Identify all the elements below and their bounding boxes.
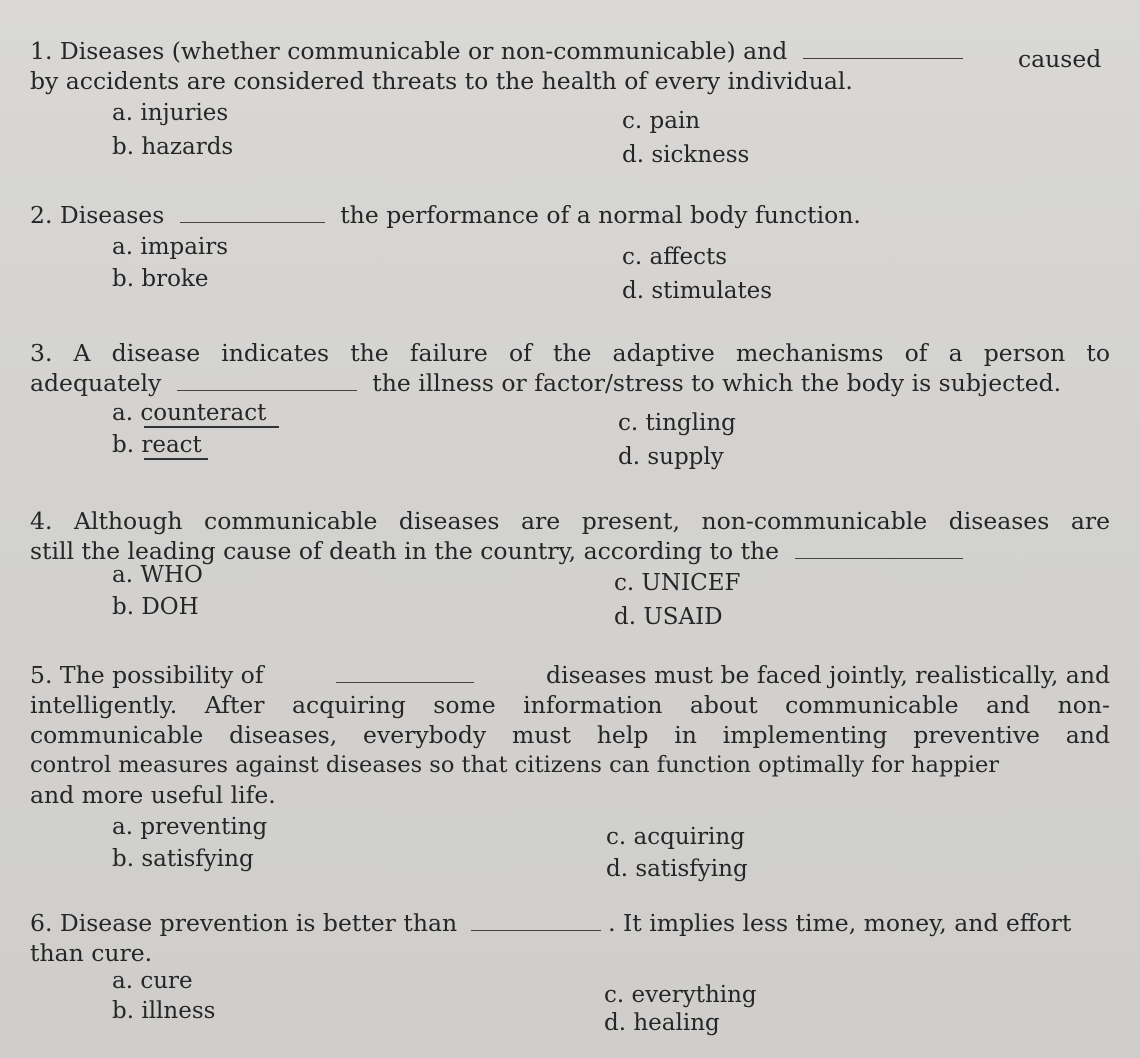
- question-3-option-b-underline: [144, 458, 208, 460]
- question-4-option-d: d. USAID: [614, 604, 723, 630]
- question-6-text-part-2: . It implies less time, money, and effort: [608, 909, 1072, 937]
- question-1-option-b: b. hazards: [112, 134, 234, 160]
- question-4-text-part-1: still the leading cause of death in the country, according to the: [30, 537, 780, 565]
- question-1: [30, 36, 1110, 96]
- question-6-option-b: b. illness: [112, 998, 216, 1024]
- question-1-option-c: c. pain: [622, 108, 701, 134]
- question-5-line-5: and more useful life.: [30, 781, 276, 809]
- question-5-text-part-2: diseases must be faced jointly, realistically, and: [546, 661, 1110, 689]
- question-3-option-c: c. tingling: [618, 410, 736, 436]
- question-4-option-c: c. UNICEF: [614, 570, 741, 596]
- question-3-blank: [177, 368, 357, 391]
- question-6-line-2: than cure.: [30, 939, 153, 967]
- question-1-option-a: a. injuries: [112, 100, 229, 126]
- question-6-option-c: c. everything: [604, 982, 757, 1008]
- question-5-option-a: a. preventing: [112, 814, 268, 840]
- question-1-option-d: d. sickness: [622, 142, 750, 168]
- question-5-line-3: communicable diseases, everybody must help in implementing preventive and: [30, 721, 1110, 749]
- question-2-line-1: [30, 200, 1110, 230]
- question-1-text-part-2: caused: [1018, 45, 1102, 73]
- question-2-blank: [180, 200, 325, 223]
- question-3-option-b: [112, 432, 202, 458]
- question-5-line-2: intelligently. After acquiring some information about communicable and non-: [30, 691, 1110, 719]
- question-5-line-4: control measures against diseases so that citizens can function optimally for happier: [30, 752, 1000, 778]
- question-6-option-d: d. healing: [604, 1010, 720, 1036]
- question-5: [30, 660, 1110, 810]
- question-2-option-c: c. affects: [622, 244, 728, 270]
- question-6-line-1: [30, 908, 1110, 938]
- question-3-line-1: 3. A disease indicates the failure of the adaptive mechanisms of a person to: [30, 339, 1110, 367]
- question-3-option-d: d. supply: [618, 444, 724, 470]
- question-3-option-b-text: b. react: [112, 432, 202, 458]
- question-3-line-2: [30, 368, 1110, 398]
- question-1-text-part-1: 1. Diseases (whether communicable or non-communicable) and: [30, 37, 788, 65]
- question-6-text-part-1: 6. Disease prevention is better than: [30, 909, 458, 937]
- question-1-line-1: [30, 36, 1110, 73]
- question-2-option-a: a. impairs: [112, 234, 229, 260]
- question-4-line-1: 4. Although communicable diseases are present, non-communicable diseases are: [30, 507, 1110, 535]
- question-5-option-b: b. satisfying: [112, 846, 254, 872]
- question-1-line-2: by accidents are considered threats to the health of every individual.: [30, 67, 853, 95]
- question-3-option-a-underline: [144, 426, 279, 428]
- question-6: [30, 908, 1110, 968]
- question-3-text-part-1: adequately: [30, 369, 162, 397]
- question-3: [30, 338, 1110, 398]
- question-3-option-a-text: a. counteract: [112, 400, 267, 426]
- question-2: [30, 200, 1110, 230]
- question-4: [30, 506, 1110, 566]
- question-2-option-b: b. broke: [112, 266, 209, 292]
- question-6-blank: [471, 908, 601, 931]
- question-5-line-1: [30, 660, 1110, 690]
- question-2-option-d: d. stimulates: [622, 278, 773, 304]
- question-5-text-part-1: 5. The possibility of: [30, 661, 264, 689]
- question-5-blank: [336, 660, 474, 683]
- question-6-option-a: a. cure: [112, 968, 193, 994]
- question-2-text-part-2: the performance of a normal body function.: [340, 201, 861, 229]
- question-2-text-part-1: 2. Diseases: [30, 201, 165, 229]
- question-4-option-b: b. DOH: [112, 594, 199, 620]
- question-4-blank: [795, 536, 963, 559]
- question-5-option-d: d. satisfying: [606, 856, 748, 882]
- question-4-option-a: a. WHO: [112, 562, 203, 588]
- question-3-text-part-2: the illness or factor/stress to which the body is subjected.: [372, 369, 1062, 397]
- question-3-option-a: [112, 400, 266, 426]
- question-5-option-c: c. acquiring: [606, 824, 745, 850]
- question-1-blank: [803, 36, 963, 59]
